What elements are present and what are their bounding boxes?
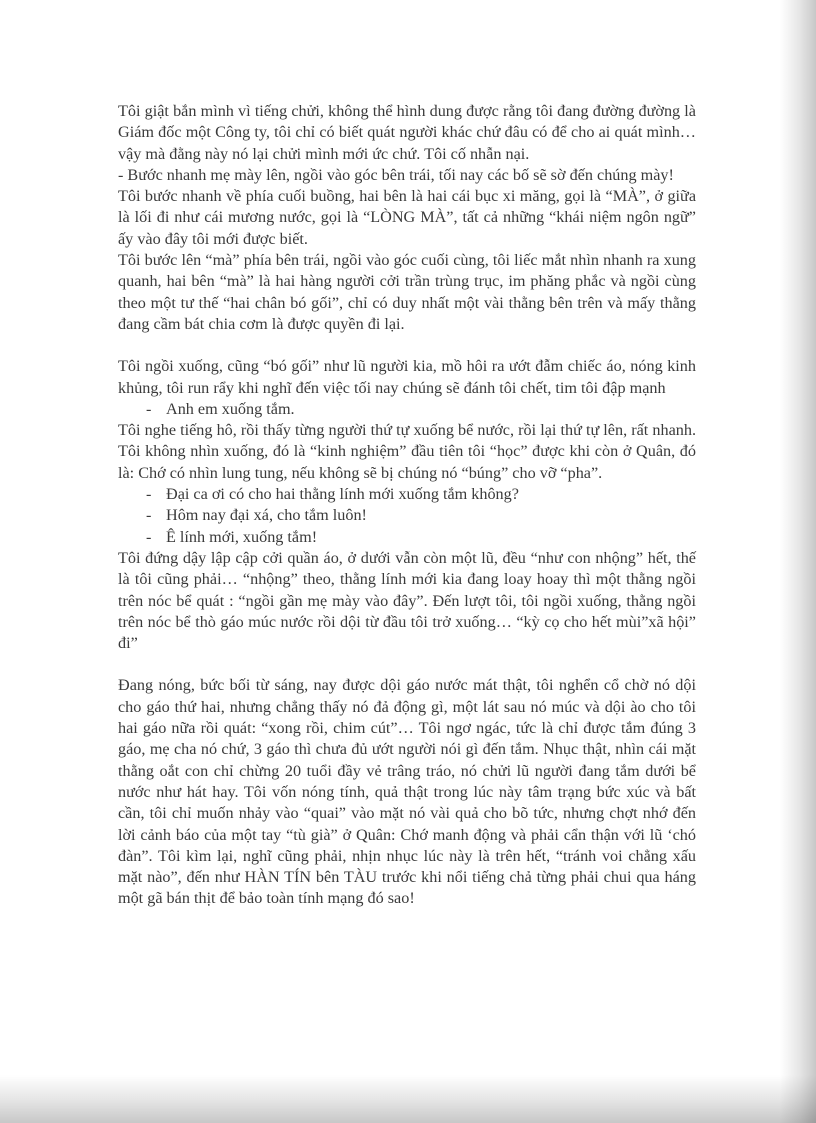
paragraph: Tôi bước lên “mà” phía bên trái, ngồi vào góc cuối cùng, tôi liếc mắt nhìn nhanh ra xung quanh, hai bên “mà” là hai hàng người cởi trần trùng trục, im phăng phắc và ngồi cùng theo một tư thế “hai chân bó gối”, chỉ có duy nhất một vài thằng bên trên và mấy thằng đang cầm bát chia cơm là được quyền đi lại.: [118, 251, 696, 333]
dialogue-text: Đại ca ơi có cho hai thằng lính mới xuống tắm không?: [166, 485, 519, 504]
dialogue-text: Anh em xuống tắm.: [166, 399, 295, 418]
paragraph: Tôi nghe tiếng hô, rồi thấy từng người thứ tự xuống bể nước, rồi lại thứ tự lên, rất nhanh. Tôi không nhìn xuống, đó là “kinh nghiệm” đầu tiên tôi “học” được khi còn ở Quân, đó là: Chớ có nhìn lung tung, nếu không sẽ bị chúng nó “búng” cho vỡ “pha”.: [118, 421, 696, 482]
dash-mark: -: [146, 399, 152, 418]
dialogue-line: [118, 484, 696, 505]
paragraph: Tôi ngồi xuống, cũng “bó gối” như lũ người kia, mồ hôi ra ướt đẫm chiếc áo, nóng kinh khủng, tôi run rẩy khi nghĩ đến việc tối nay chúng sẽ đánh tôi chết, tim tôi đập mạnh: [118, 357, 696, 397]
paragraph-gap: [118, 654, 696, 675]
paragraph: Tôi giật bắn mình vì tiếng chửi, không thể hình dung được rằng tôi đang đường đường là Giám đốc một Công ty, tôi chỉ có biết quát người khác chứ đâu có để cho ai quát mình… vậy mà đằng này nó lại chửi mình mới ức chứ. Tôi cố nhẫn nại.: [118, 102, 696, 163]
document-body: [118, 101, 696, 910]
dialogue-line: [118, 505, 696, 526]
paragraph: Tôi đứng dậy lập cập cởi quần áo, ở dưới vẫn còn một lũ, đều “như con nhộng” hết, thế là tôi cũng phải… “nhộng” theo, thằng lính mới kia đang loay hoay thì một thằng ngồi trên nóc bể quát : “ngồi gần mẹ mày vào đây”. Đến lượt tôi, tôi ngồi xuống, thằng ngồi trên nóc bể thò gáo múc nước rồi dội từ đầu tôi trở xuống… “kỳ cọ cho hết mùi”xã hội” đi”: [118, 548, 696, 653]
dash-mark: -: [146, 527, 152, 546]
dialogue-line: [118, 399, 696, 420]
dash-mark: -: [146, 485, 152, 504]
paragraph: - Bước nhanh mẹ mày lên, ngồi vào góc bên trái, tối nay các bố sẽ sờ đến chúng mày!: [118, 165, 674, 184]
paragraph: Tôi bước nhanh về phía cuối buồng, hai bên là hai cái bục xi măng, gọi là “MÀ”, ở giữa là lối đi như cái mương nước, gọi là “LÒNG MÀ”, tất cả những “khái niệm ngôn ngữ” ấy vào đây tôi mới được biết.: [118, 187, 696, 248]
dialogue-text: Hôm nay đại xá, cho tắm luôn!: [166, 506, 367, 525]
dialogue-text: Ê lính mới, xuống tắm!: [166, 527, 318, 546]
dialogue-line: [118, 527, 696, 548]
paragraph: Đang nóng, bức bối từ sáng, nay được dội gáo nước mát thật, tôi nghển cổ chờ nó dội cho gáo thứ hai, nhưng chẳng thấy nó đả động gì, một lát sau nó múc và dội ào cho tôi hai gáo nữa rồi quát: “xong rồi, chim cút”… Tôi ngơ ngác, tức là chỉ được tắm đúng 3 gáo, mẹ cha nó chứ, 3 gáo thì chưa đủ ướt người nói gì đến tắm. Nhục thật, nhìn cái mặt thằng oắt con chỉ chừng 20 tuổi đầy vẻ trâng tráo, nó chửi lũ người đang tắm dưới bể nước như hát hay. Tôi vốn nóng tính, quả thật trong lúc này tâm trạng bức xúc và bất cần, tôi chỉ muốn nhảy vào “quai” vào mặt nó vài quả cho bõ tức, nhưng chợt nhớ đến lời cảnh báo của một tay “tù già” ở Quân: Chớ manh động và phải cẩn thận với lũ ‘chó đàn”. Tôi kìm lại, nghĩ cũng phải, nhịn nhục lúc này là trên hết, “tránh voi chẳng xấu mặt nào”, đến như HÀN TÍN bên TÀU trước khi nổi tiếng chả từng phải chui qua háng một gã bán thịt để bảo toàn tính mạng đó sao!: [118, 676, 696, 908]
paragraph-gap: [118, 335, 696, 356]
dash-mark: -: [146, 506, 152, 525]
